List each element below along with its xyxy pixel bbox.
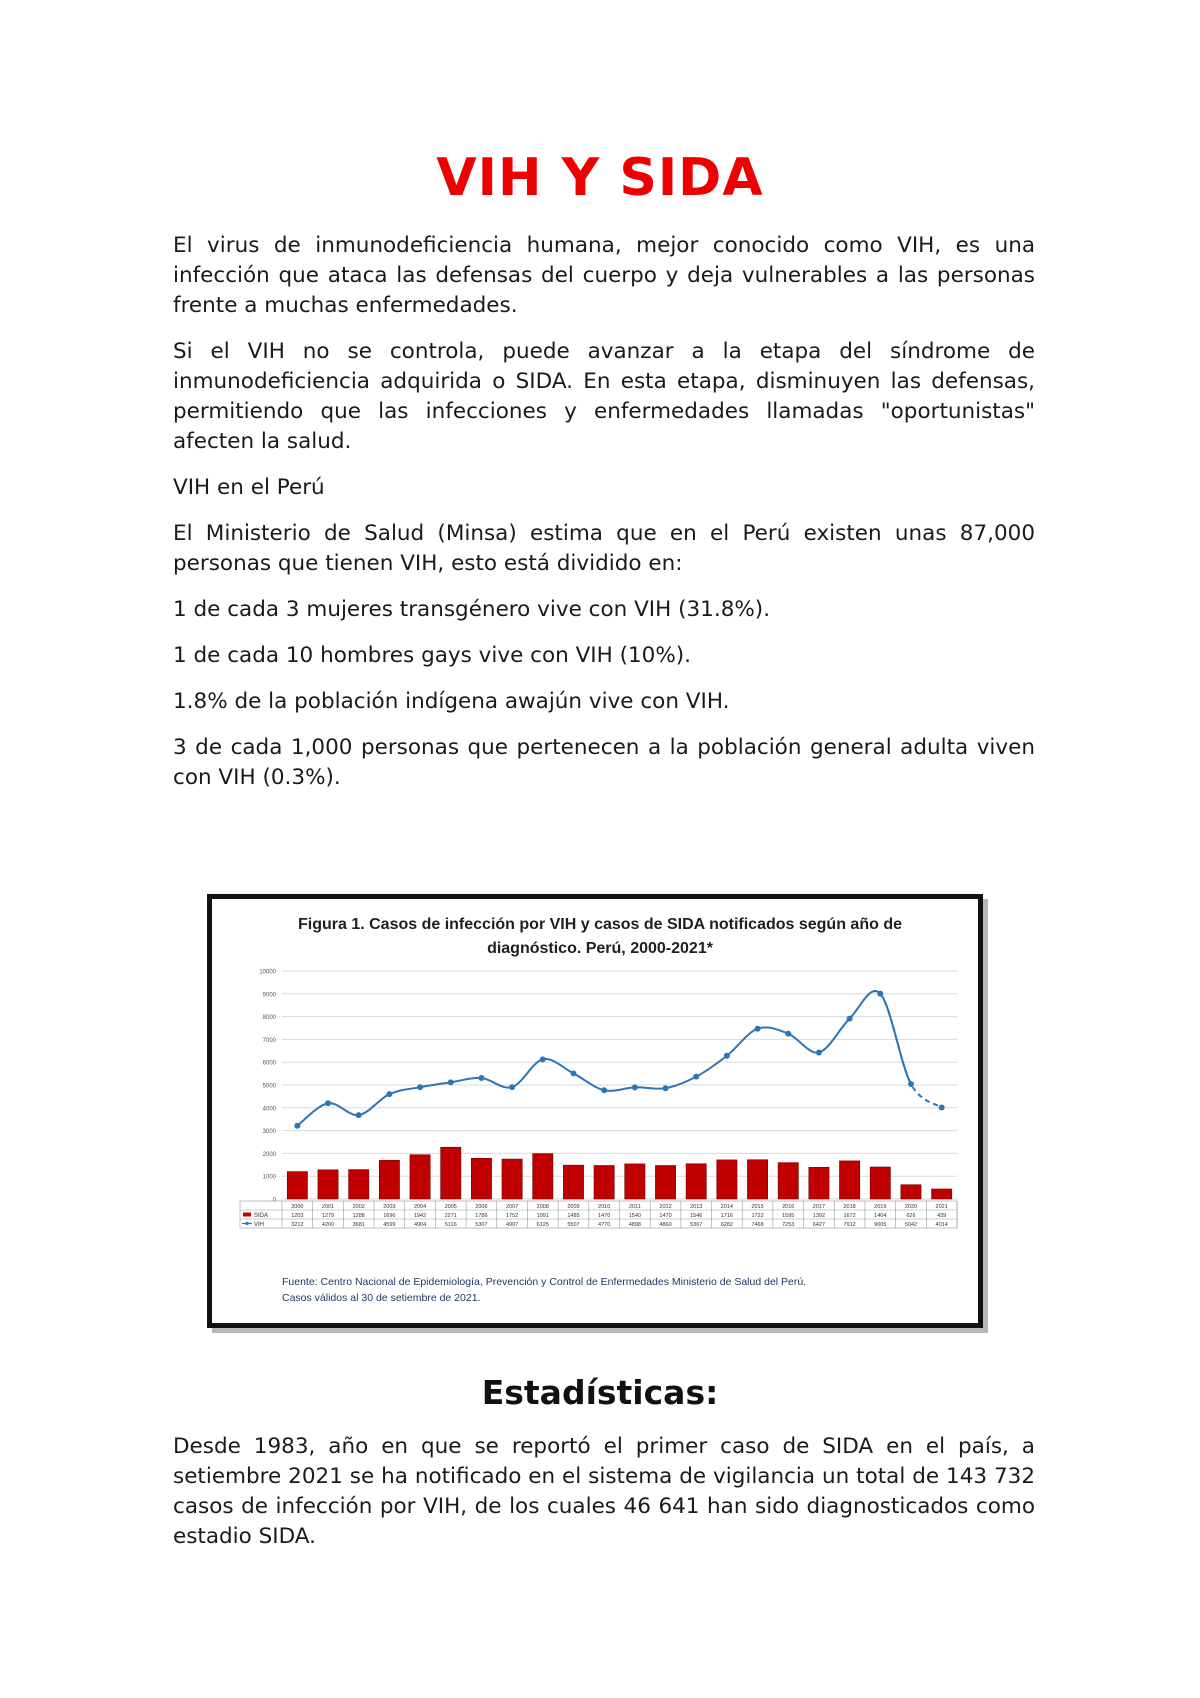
x-tick-label: 2019 [874, 1204, 887, 1210]
bar-sida [901, 1185, 921, 1199]
table-cell-sida: 1288 [352, 1213, 365, 1219]
y-tick-label: 2000 [262, 1151, 276, 1158]
bar-sida [533, 1154, 553, 1199]
x-tick-label: 2020 [904, 1204, 918, 1210]
point-vih [724, 1053, 730, 1059]
table-cell-vih: 6282 [720, 1222, 734, 1228]
x-tick-label: 2012 [659, 1204, 672, 1210]
y-tick-label: 8000 [262, 1015, 276, 1022]
table-cell-sida: 1672 [843, 1213, 856, 1219]
x-tick-label: 2007 [505, 1204, 519, 1210]
section-heading-vih-peru: VIH en el Perú [173, 475, 325, 500]
intro-text [173, 231, 1035, 793]
point-vih [448, 1079, 454, 1085]
table-cell-vih: 3681 [352, 1222, 365, 1228]
table-cell-sida: 1485 [567, 1213, 580, 1219]
y-tick-label: 9000 [262, 992, 276, 999]
x-tick-label: 2006 [475, 1204, 488, 1210]
x-tick-label: 2011 [628, 1204, 641, 1210]
bar-sida [686, 1164, 706, 1199]
table-cell-sida: 1404 [874, 1213, 887, 1219]
y-tick-label: 3000 [262, 1129, 276, 1136]
table-cell-vih: 7912 [843, 1222, 856, 1228]
point-vih [755, 1026, 761, 1032]
table-cell-sida: 1546 [690, 1213, 703, 1219]
stats-heading: Estadísticas: [481, 1373, 719, 1412]
table-cell-sida: 1470 [659, 1213, 672, 1219]
chart-title-line-2: diagnóstico. Perú, 2000-2021* [487, 940, 713, 957]
table-cell-sida: 1716 [720, 1213, 734, 1219]
table-cell-vih: 7253 [782, 1222, 795, 1228]
y-tick-label: 6000 [262, 1060, 276, 1067]
x-tick-label: 2013 [690, 1204, 703, 1210]
y-tick-label: 7000 [262, 1037, 276, 1044]
bar-sida [502, 1159, 522, 1199]
bar-sida [655, 1165, 675, 1199]
point-vih [294, 1123, 300, 1129]
table-cell-sida: 1696 [383, 1213, 396, 1219]
chart-source-line-2: Casos válidos al 30 de setiembre de 2021. [282, 1292, 481, 1304]
legend-vih-label: VIH [254, 1222, 265, 1228]
table-cell-sida: 2271 [444, 1213, 457, 1219]
y-tick-label: 0 [272, 1197, 276, 1204]
y-tick-label: 10000 [259, 969, 276, 976]
table-cell-vih: 4200 [321, 1222, 335, 1228]
bar-sida [287, 1172, 307, 1199]
table-cell-sida: 1470 [598, 1213, 611, 1219]
table-cell-vih: 5507 [567, 1222, 580, 1228]
table-cell-vih: 4907 [505, 1222, 519, 1228]
x-tick-label: 2004 [413, 1204, 427, 1210]
table-cell-sida: 1540 [628, 1213, 641, 1219]
hiv-aids-chart [212, 899, 978, 1323]
table-cell-vih: 5367 [690, 1222, 703, 1228]
table-cell-vih: 5307 [475, 1222, 488, 1228]
table-cell-vih: 4898 [628, 1222, 641, 1228]
x-tick-label: 2016 [782, 1204, 795, 1210]
bar-sida [594, 1165, 614, 1199]
x-tick-label: 2001 [321, 1204, 335, 1210]
table-cell-sida: 439 [937, 1213, 947, 1219]
stat-general-population: 3 de cada 1,000 personas que pertenecen a la población general adulta viven con VIH (0.3%). [173, 735, 1035, 790]
bar-sida [349, 1170, 369, 1199]
table-cell-sida: 1752 [505, 1213, 519, 1219]
point-vih [908, 1081, 914, 1087]
point-vih [939, 1104, 945, 1110]
table-cell-sida: 1942 [413, 1213, 427, 1219]
x-tick-label: 2002 [352, 1204, 365, 1210]
stat-gay-men: 1 de cada 10 hombres gays vive con VIH (10%). [173, 643, 692, 668]
table-cell-sida: 1595 [782, 1213, 795, 1219]
table-cell-vih: 9005 [874, 1222, 887, 1228]
stat-transgender: 1 de cada 3 mujeres transgénero vive con VIH (31.8%). [173, 597, 771, 622]
y-tick-label: 5000 [262, 1083, 276, 1090]
bar-sida [932, 1189, 952, 1199]
point-vih [693, 1074, 699, 1080]
table-cell-sida: 1279 [321, 1213, 335, 1219]
bar-sida [809, 1167, 829, 1199]
table-cell-sida: 1991 [536, 1213, 549, 1219]
line-vih-partial [880, 994, 941, 1108]
table-cell-vih: 4770 [598, 1222, 611, 1228]
point-vih [325, 1100, 331, 1106]
table-cell-vih: 4860 [659, 1222, 672, 1228]
x-tick-label: 2008 [536, 1204, 549, 1210]
x-tick-label: 2009 [567, 1204, 580, 1210]
x-tick-label: 2005 [444, 1204, 457, 1210]
point-vih [816, 1049, 822, 1055]
bar-sida [778, 1163, 798, 1199]
table-cell-sida: 1392 [812, 1213, 826, 1219]
line-vih [297, 991, 911, 1126]
bar-sida [379, 1160, 399, 1199]
bar-sida [318, 1170, 338, 1199]
point-vih [417, 1084, 423, 1090]
table-cell-vih: 7468 [751, 1222, 764, 1228]
x-tick-label: 2003 [383, 1204, 396, 1210]
table-cell-vih: 4599 [383, 1222, 396, 1228]
point-vih [570, 1070, 576, 1076]
bar-sida [625, 1164, 645, 1199]
table-cell-vih: 6427 [812, 1222, 826, 1228]
table-cell-sida: 1722 [751, 1213, 764, 1219]
point-vih [877, 991, 883, 997]
table-cell-sida: 626 [906, 1213, 916, 1219]
x-tick-label: 2015 [751, 1204, 764, 1210]
bar-sida [441, 1147, 461, 1199]
y-tick-label: 4000 [262, 1106, 276, 1113]
legend-vih-marker [245, 1222, 248, 1225]
point-vih [785, 1031, 791, 1037]
x-tick-label: 2000 [291, 1204, 304, 1210]
point-vih [478, 1075, 484, 1081]
stats-text [173, 1432, 1035, 1552]
document-title: VIH Y SIDA [436, 148, 764, 208]
table-cell-sida: 1203 [291, 1213, 304, 1219]
table-cell-vih: 3212 [291, 1222, 304, 1228]
table-cell-sida: 1786 [475, 1213, 488, 1219]
table-cell-vih: 4904 [413, 1222, 427, 1228]
point-vih [601, 1087, 607, 1093]
x-tick-label: 2010 [598, 1204, 611, 1210]
table-cell-vih: 6125 [536, 1222, 549, 1228]
bar-sida [563, 1165, 583, 1199]
x-tick-label: 2014 [720, 1204, 734, 1210]
point-vih [632, 1084, 638, 1090]
table-cell-vih: 4014 [935, 1222, 948, 1228]
x-tick-label: 2021 [935, 1204, 948, 1210]
point-vih [540, 1056, 546, 1062]
chart-source-line-1: Fuente: Centro Nacional de Epidemiología, Prevención y Control de Enfermedades Ministerio de Salud del Perú. [282, 1276, 807, 1288]
point-vih [509, 1084, 515, 1090]
paragraph-minsa-estimate: El Ministerio de Salud (Minsa) estima que en el Perú existen unas 87,000 personas que tienen VIH, esto está dividido en: [173, 521, 1035, 576]
paragraph-sida-stage: Si el VIH no se controla, puede avanzar a la etapa del síndrome de inmunodeficiencia adquirida o SIDA. En esta etapa, disminuyen las defensas, permitiendo que las infecciones y enfermedades llamadas "oportunistas" afecten la salud. [173, 339, 1035, 454]
x-tick-label: 2018 [843, 1204, 856, 1210]
bar-sida [471, 1158, 491, 1199]
paragraph-vih-definition: El virus de inmunodeficiencia humana, mejor conocido como VIH, es una infección que ataca las defensas del cuerpo y deja vulnerables a las personas frente a muchas enfermedades. [173, 233, 1035, 318]
point-vih [663, 1085, 669, 1091]
point-vih [356, 1112, 362, 1118]
chart-title-line-1: Figura 1. Casos de infección por VIH y casos de SIDA notificados según año de [298, 916, 902, 933]
bar-sida [870, 1167, 890, 1199]
bar-sida [839, 1161, 859, 1199]
legend-sida-swatch [243, 1213, 251, 1217]
point-vih [847, 1016, 853, 1022]
stats-paragraph: Desde 1983, año en que se reportó el primer caso de SIDA en el país, a setiembre 2021 se ha notificado en el sistema de vigilancia un total de 143 732 casos de infección por VIH, de los cuales 46 641 han sido diagnosticados como estadio SIDA. [173, 1434, 1035, 1549]
stat-awajun: 1.8% de la población indígena awajún vive con VIH. [173, 689, 730, 714]
x-tick-label: 2017 [812, 1204, 826, 1210]
table-cell-vih: 5042 [904, 1222, 918, 1228]
bar-sida [410, 1155, 430, 1199]
y-tick-label: 1000 [262, 1174, 276, 1181]
legend-sida-label: SIDA [254, 1213, 269, 1219]
table-cell-vih: 5116 [444, 1222, 457, 1228]
bar-sida [717, 1160, 737, 1199]
bar-sida [747, 1160, 767, 1199]
figure-frame [207, 894, 983, 1328]
point-vih [386, 1091, 392, 1097]
